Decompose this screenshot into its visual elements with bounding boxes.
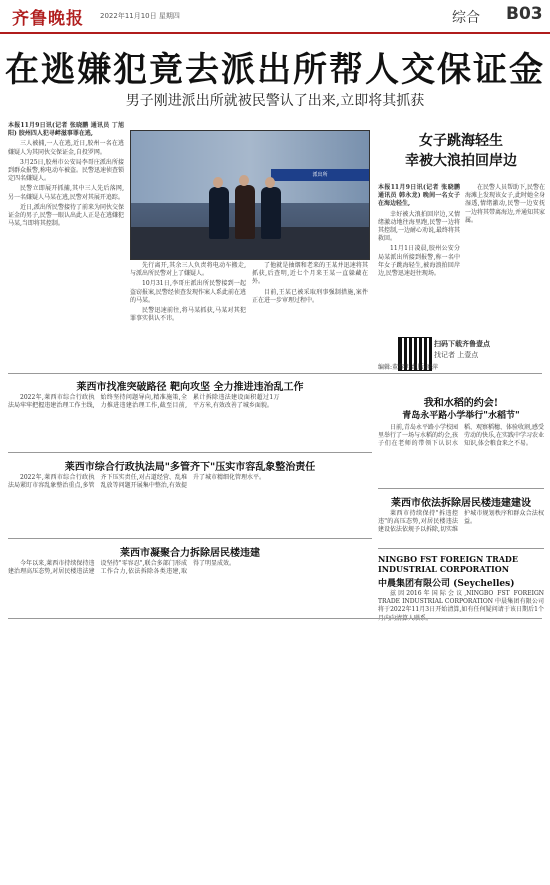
story6-paragraph: 今年以来,莱西市持续保持违建治理高压态势,对居民楼违法建设坚持"零容忍",联合多部门形成工作合力,依法拆除各类违建,取得了明显成效。 xyxy=(8,560,236,576)
story5-title: 莱西市依法拆除居民楼违建建设 xyxy=(391,498,531,509)
lead-paragraph: 民警立即展开抓捕,其中三人先后落网,另一名嫌疑人马某在逃,民警对其展开追踪。 xyxy=(8,185,124,201)
side-paragraph: 幸好被大浪拍回岸边,又情绪激动地往海里跑,民警一边将其控制,一边耐心劝说,最终将其救回。 xyxy=(378,210,460,243)
editors-credit: 编辑:董黎明 组版:廖萍 xyxy=(378,364,438,371)
lead-column-2 xyxy=(130,262,246,334)
lead-byline: 本报11月9日讯(记者 张晓鹏 通讯员 丁旭阳) 胶州四人犯寻衅滋事罪在逃, xyxy=(8,122,124,138)
side-paragraph: 在民警人员帮助下,民警在海滩上发现该女子,此时她全身湿透,情绪激动,民警一边安抚一边将其带离海边,并通知其家属。 xyxy=(465,184,545,224)
story4-title: 莱西市综合行政执法局"多管齐下"压实市容乱象整治责任 xyxy=(64,462,316,473)
qr-caption: 扫码下载齐鲁壹点 xyxy=(434,339,490,348)
story3-title: 我和水稻的约会! xyxy=(423,398,499,409)
story3-paragraph: 日前,青岛永平路小学校园里举行了一场与水稻的约会,孩子们在老师的带领下认识水稻、观察稻穗、体验收割,感受劳动的快乐,在实践中学习农业知识,体会粮食来之不易。 xyxy=(378,424,544,448)
station-sign: 派出所 xyxy=(271,169,369,181)
lead-photo xyxy=(130,130,370,260)
divider xyxy=(8,618,542,619)
lead-subhead: 男子刚进派出所就被民警认了出来,立即将其抓获 xyxy=(125,93,425,109)
side-byline: 本报11月9日讯(记者 张晓鹏 通讯员 韩永龙) 晚间一名女子在海边轻生, xyxy=(378,184,460,208)
page-number: B03 xyxy=(506,4,543,24)
story6-body xyxy=(8,560,372,610)
section-name: 综合 xyxy=(452,10,480,26)
story2-title: 莱西市找准突破路径 靶向攻坚 全力推进违治乱工作 xyxy=(76,382,304,393)
story2-paragraph: 2022年,莱西市综合行政执法局牢牢把握违建治理工作主线,始终坚持问题导向,精准施策,全力推进违建治理工作,截至目前,累计拆除违法建设面积超过1万平方米,有效改善了城乡面貌。 xyxy=(8,394,280,410)
dateline: 2022年11月10日 星期四 xyxy=(100,12,180,20)
lead-paragraph: 先行离开,其余三人负责将电动车搬走,与派出所民警对上了嫌疑人。 xyxy=(130,262,246,278)
lead-paragraph: 民警迅速前往,将马某抓获,马某对其犯罪事实供认不讳。 xyxy=(130,307,246,323)
story4-body xyxy=(8,474,372,534)
lead-column-1 xyxy=(8,122,124,334)
lead-paragraph: 10月31日,李哥庄派出所民警接到一起盗窃报案,民警经侦查发现作案人系此前在逃的马某。 xyxy=(130,280,246,304)
qr-subcaption: 找记者 上壹点 xyxy=(434,351,479,359)
story4-paragraph: 2022年,莱西市综合行政执法局紧盯市容乱象整治重点,多管齐下压实责任,对占道经营、乱堆乱放等问题开展集中整治,有效提升了城市精细化管理水平。 xyxy=(8,474,266,490)
story5-paragraph: 莱西市持续保持"拆违控违"的高压态势,对居民楼违法建设依法依规予以拆除,切实维护城市规划秩序和群众合法权益。 xyxy=(378,510,544,534)
side-title-1: 女子跳海轻生 xyxy=(419,133,503,149)
ad-company-cn: 中晨集团有限公司 (Seychelles) xyxy=(378,579,515,589)
lead-headline: 在逃嫌犯竟去派出所帮人交保证金 xyxy=(5,50,545,90)
lead-paragraph: 了他就是抽烟和老来的王某并迅速将其抓获,后查明,近七个月来王某一直躲藏在外。 xyxy=(252,262,368,286)
story3-body xyxy=(378,424,544,484)
lead-paragraph: 近日,派出所民警接待了前来为同伙交保证金的男子,民警一眼认出此人正是在逃嫌犯马某,当即将其控制。 xyxy=(8,203,124,228)
ad-body xyxy=(378,590,544,612)
story5-body xyxy=(378,510,544,544)
ad-paragraph: 兹因2016年国际会议,NINGBO FST FOREIGN TRADE INDUSTRIAL CORPORATION 中晨集团有限公司将于2022年11月3日开始清算,如有任何疑问请于该日期后1个 xyxy=(378,590,544,614)
lead-column-3 xyxy=(252,262,368,334)
story6-title: 莱西市凝聚合力拆除居民楼违建 xyxy=(120,548,260,559)
divider xyxy=(8,373,542,374)
lead-paragraph: 目前,王某已被采取刑事强制措施,案件正在进一步审理过程中。 xyxy=(252,288,368,304)
story3-subtitle: 青岛永平路小学举行"水稻节" xyxy=(402,411,520,421)
side-column-1 xyxy=(378,184,460,334)
divider xyxy=(8,538,372,539)
lead-paragraph: 3月25日,胶州市公安局李哥庄派出所接到群众报警,称电动车被盗。民警迅速侦查锁定四名嫌疑人。 xyxy=(8,158,124,183)
divider xyxy=(378,488,544,489)
lead-paragraph: 三人被捕,一人在逃,近日,胶州一名在逃嫌疑人为其同伙交保证金,自投罗网。 xyxy=(8,140,124,156)
divider xyxy=(378,548,544,549)
side-title-2: 幸被大浪拍回岸边 xyxy=(405,153,517,169)
newspaper-logo: 齐鲁晚报 xyxy=(12,9,84,29)
divider xyxy=(8,452,372,453)
ad-company-en: NINGBO FST FOREIGN TRADE INDUSTRIAL CORPORATION xyxy=(378,554,518,574)
story2-body xyxy=(8,394,372,448)
side-paragraph: 11月1日凌晨,胶州公安分局某派出所接到报警,称一名中年女子跳海轻生,被海浪拍回岸边,民警迅速赶往现场。 xyxy=(378,245,460,278)
side-column-2 xyxy=(465,184,545,334)
